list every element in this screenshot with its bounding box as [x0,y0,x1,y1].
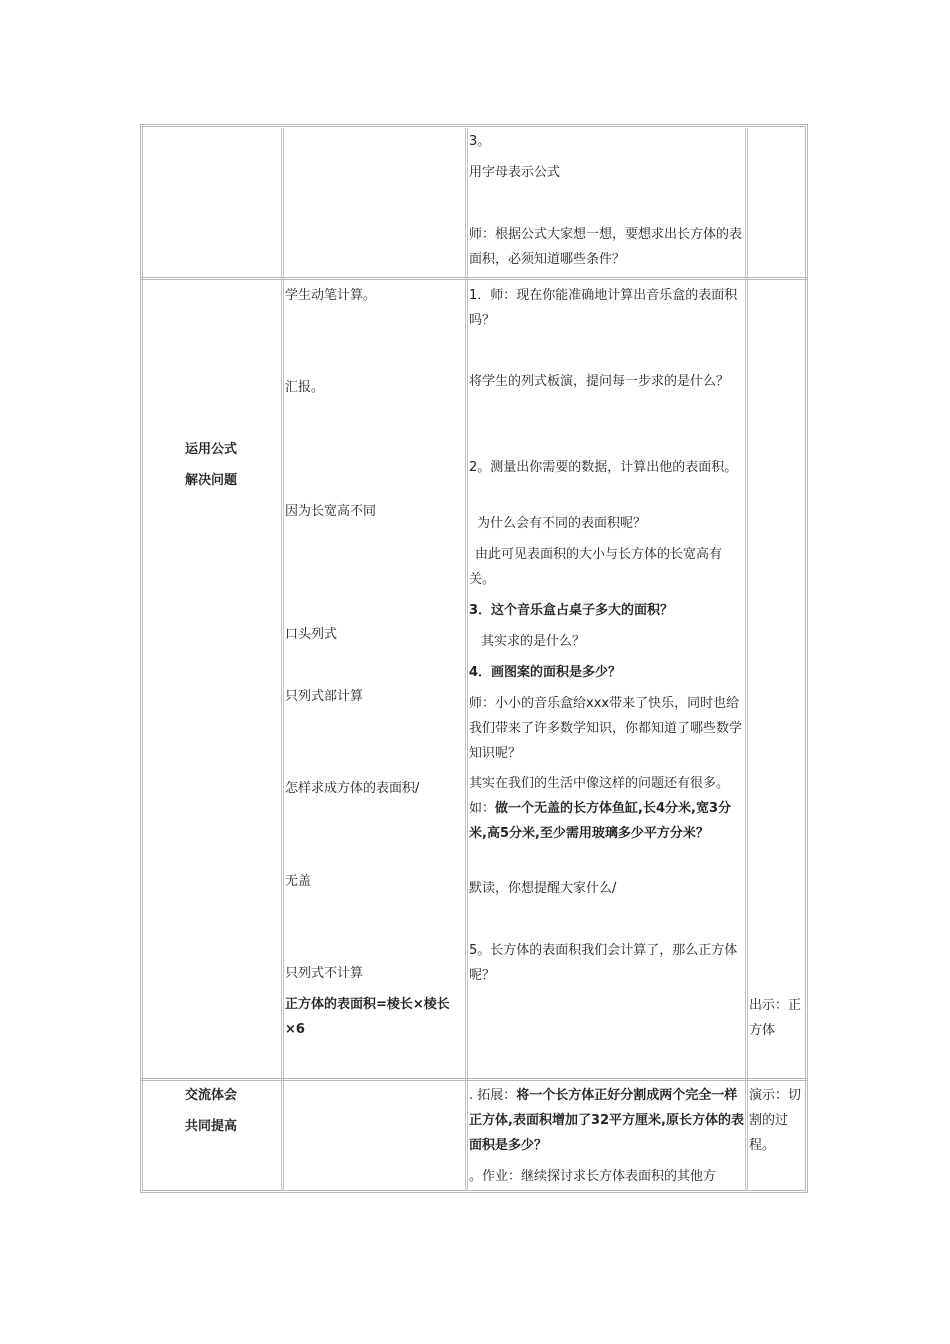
teacher-p12: 5。长方体的表面积我们会计算了，那么正方体呢？ [469,943,738,983]
r1-teacher-line-2: 用字母表示公式 [469,165,561,180]
teacher-p1: 1．师：现在你能准确地计算出音乐盒的表面积吗？ [469,288,738,328]
column-divider-1 [281,128,284,1190]
r2-stage-line-2: 解决问题 [185,473,238,488]
r3-teacher-p1-plain: . 拓展： [469,1088,517,1103]
student-activity-1: 学生动笔计算。 [285,288,377,303]
teacher-p10 [469,771,747,846]
r3-teacher-p1 [469,1083,747,1158]
teacher-p11: 默读，你想提醒大家什么/ [469,881,617,896]
teacher-p6: 3．这个音乐盒占桌子多大的面积？ [469,603,674,618]
r1-teacher-line-1: 3。 [469,134,491,149]
teacher-p5: 由此可见表面积的大小与长方体的长宽高有关。 [469,547,723,587]
teacher-p8: 4．画图案的面积是多少？ [469,665,622,680]
teacher-p10-plain: 其实在我们的生活中像这样的问题还有很多。如： [469,776,730,816]
student-activity-2: 汇报。 [285,380,325,395]
r3-note: 演示：切割的过程。 [749,1088,802,1153]
student-activity-4: 口头列式 [285,627,338,642]
row-divider-1 [140,277,808,280]
student-activity-3: 因为长宽高不同 [285,504,377,519]
student-formula: 正方体的表面积=棱长×棱长×6 [285,997,450,1037]
r2-note: 出示：正方体 [749,998,802,1038]
student-activity-5: 只列式部计算 [285,689,364,704]
row-divider-2 [140,1078,808,1081]
student-activity-8: 只列式不计算 [285,966,364,981]
student-activity-7: 无盖 [285,874,312,889]
teacher-p4: 为什么会有不同的表面积呢？ [477,516,647,531]
r2-stage-line-1: 运用公式 [185,442,238,457]
teacher-p7: 其实求的是什么？ [481,634,586,649]
r3-stage-line-2: 共同提高 [185,1119,238,1134]
teacher-p2: 将学生的列式板演，提问每一步求的是什么？ [469,374,730,389]
student-activity-6: 怎样求成方体的表面积/ [285,781,420,796]
teacher-p9: 师：小小的音乐盒给xxx带来了快乐，同时也给我们带来了许多数学知识，你都知道了哪些数学知识呢？ [469,696,743,761]
teacher-p3: 2。测量出你需要的数据，计算出他的表面积。 [469,460,738,475]
r3-stage-line-1: 交流体会 [185,1088,238,1103]
r1-teacher-line-3: 师：根据公式大家想一想，要想求出长方体的表面积，必须知道哪些条件？ [469,227,743,267]
r3-teacher-p2: 。作业：继续探讨求长方体表面积的其他方 [469,1169,717,1184]
teacher-p10-bold: 做一个无盖的长方体鱼缸,长4分米,宽3分米,高5分米,至少需用玻璃多少平方分米？ [469,801,731,841]
r3-teacher-p1-bold: 将一个长方体正好分割成两个完全一样正方体,表面积增加了32平方厘米,原长方体的表面积是多少？ [469,1088,744,1153]
